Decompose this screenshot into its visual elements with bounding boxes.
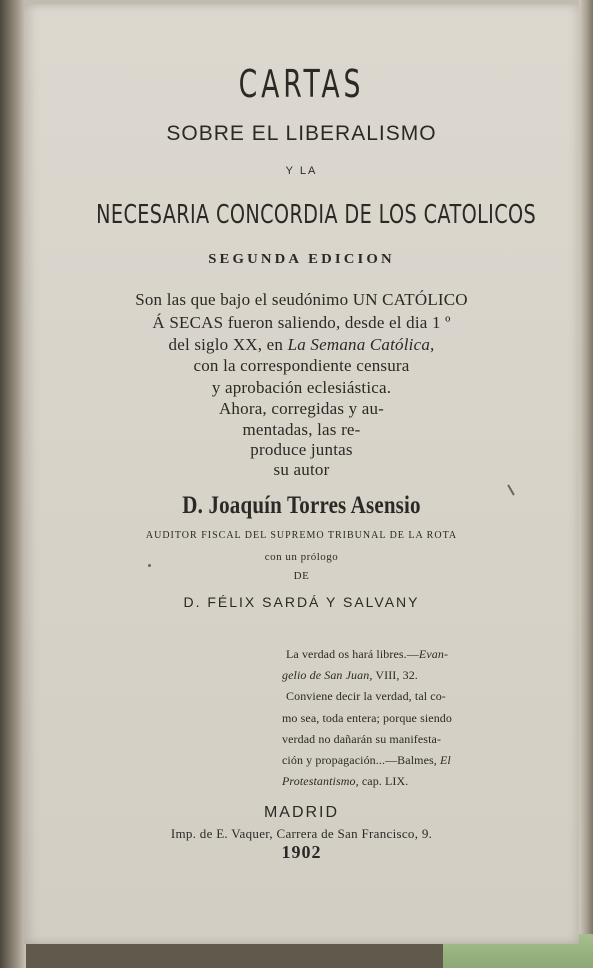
epigraph bbox=[282, 644, 512, 792]
epigraph-line bbox=[282, 750, 512, 771]
prologue-author: D. FÉLIX SARDÁ Y SALVANY bbox=[183, 594, 420, 610]
epigraph-line bbox=[282, 644, 512, 665]
epigraph-source: gelio de San Juan, bbox=[282, 668, 373, 683]
book-title: CARTAS bbox=[238, 62, 365, 106]
author-office: AUDITOR FISCAL DEL SUPREMO TRIBUNAL DE LA ROTA bbox=[145, 530, 458, 541]
periodical-name: La Semana Católica, bbox=[287, 335, 435, 354]
epigraph-line bbox=[282, 665, 512, 686]
epigraph-line: verdad no dañarán su manifesta- bbox=[282, 731, 442, 746]
description-line: y aprobación eclesiástica. bbox=[211, 378, 392, 397]
title-page bbox=[24, 4, 579, 944]
description-line bbox=[24, 290, 579, 310]
epigraph-source: Evan- bbox=[418, 647, 449, 661]
epigraph-line: mo sea, toda entera; porque siendo bbox=[282, 710, 453, 725]
description-line: produce juntas bbox=[250, 440, 353, 459]
epigraph-quote: La verdad os hará libres.— bbox=[286, 647, 419, 661]
epigraph-source: El bbox=[439, 753, 451, 768]
description-text: Á SECAS fueron saliendo, desde el dia 1 º bbox=[152, 313, 451, 332]
subtitle-line-2: NECESARIA CONCORDIA DE LOS CATOLICOS bbox=[96, 200, 537, 230]
epigraph-reference: VIII, 32. bbox=[375, 668, 418, 683]
description-text: del siglo XX, en bbox=[168, 335, 284, 354]
description-line bbox=[24, 313, 579, 333]
description-line: Ahora, corregidas y au- bbox=[218, 399, 385, 418]
edition-label: SEGUNDA EDICION bbox=[208, 252, 395, 267]
epigraph-line bbox=[282, 771, 512, 792]
epigraph-reference: cap. LIX. bbox=[361, 774, 409, 789]
subtitle-conjunction: Y LA bbox=[285, 165, 318, 177]
publication-year: 1902 bbox=[281, 842, 322, 862]
epigraph-quote: ción y propagación...—Balmes, bbox=[282, 753, 437, 768]
description-line: mentadas, las re- bbox=[242, 420, 361, 439]
book-spine-gutter bbox=[0, 0, 26, 968]
description-line bbox=[24, 335, 579, 355]
description-line: su autor bbox=[273, 460, 330, 479]
description-text: Son las que bajo el seudónimo UN CATÓLICO bbox=[135, 290, 468, 309]
page-right-edge bbox=[579, 0, 593, 968]
printer-line: Imp. de E. Vaquer, Carrera de San Francisco, 9. bbox=[170, 826, 433, 841]
prologue-de: DE bbox=[293, 570, 310, 582]
epigraph-source: Protestantismo, bbox=[282, 774, 359, 789]
publication-city: MADRID bbox=[263, 804, 340, 821]
author-name: D. Joaquín Torres Asensio bbox=[182, 492, 421, 519]
description-line: con la correspondiente censura bbox=[193, 356, 410, 375]
paper-speck bbox=[148, 564, 151, 567]
subtitle-line-1: SOBRE EL LIBERALISMO bbox=[166, 122, 437, 145]
epigraph-line: Conviene decir la verdad, tal co- bbox=[286, 689, 446, 704]
prologue-label: con un prólogo bbox=[264, 551, 339, 563]
